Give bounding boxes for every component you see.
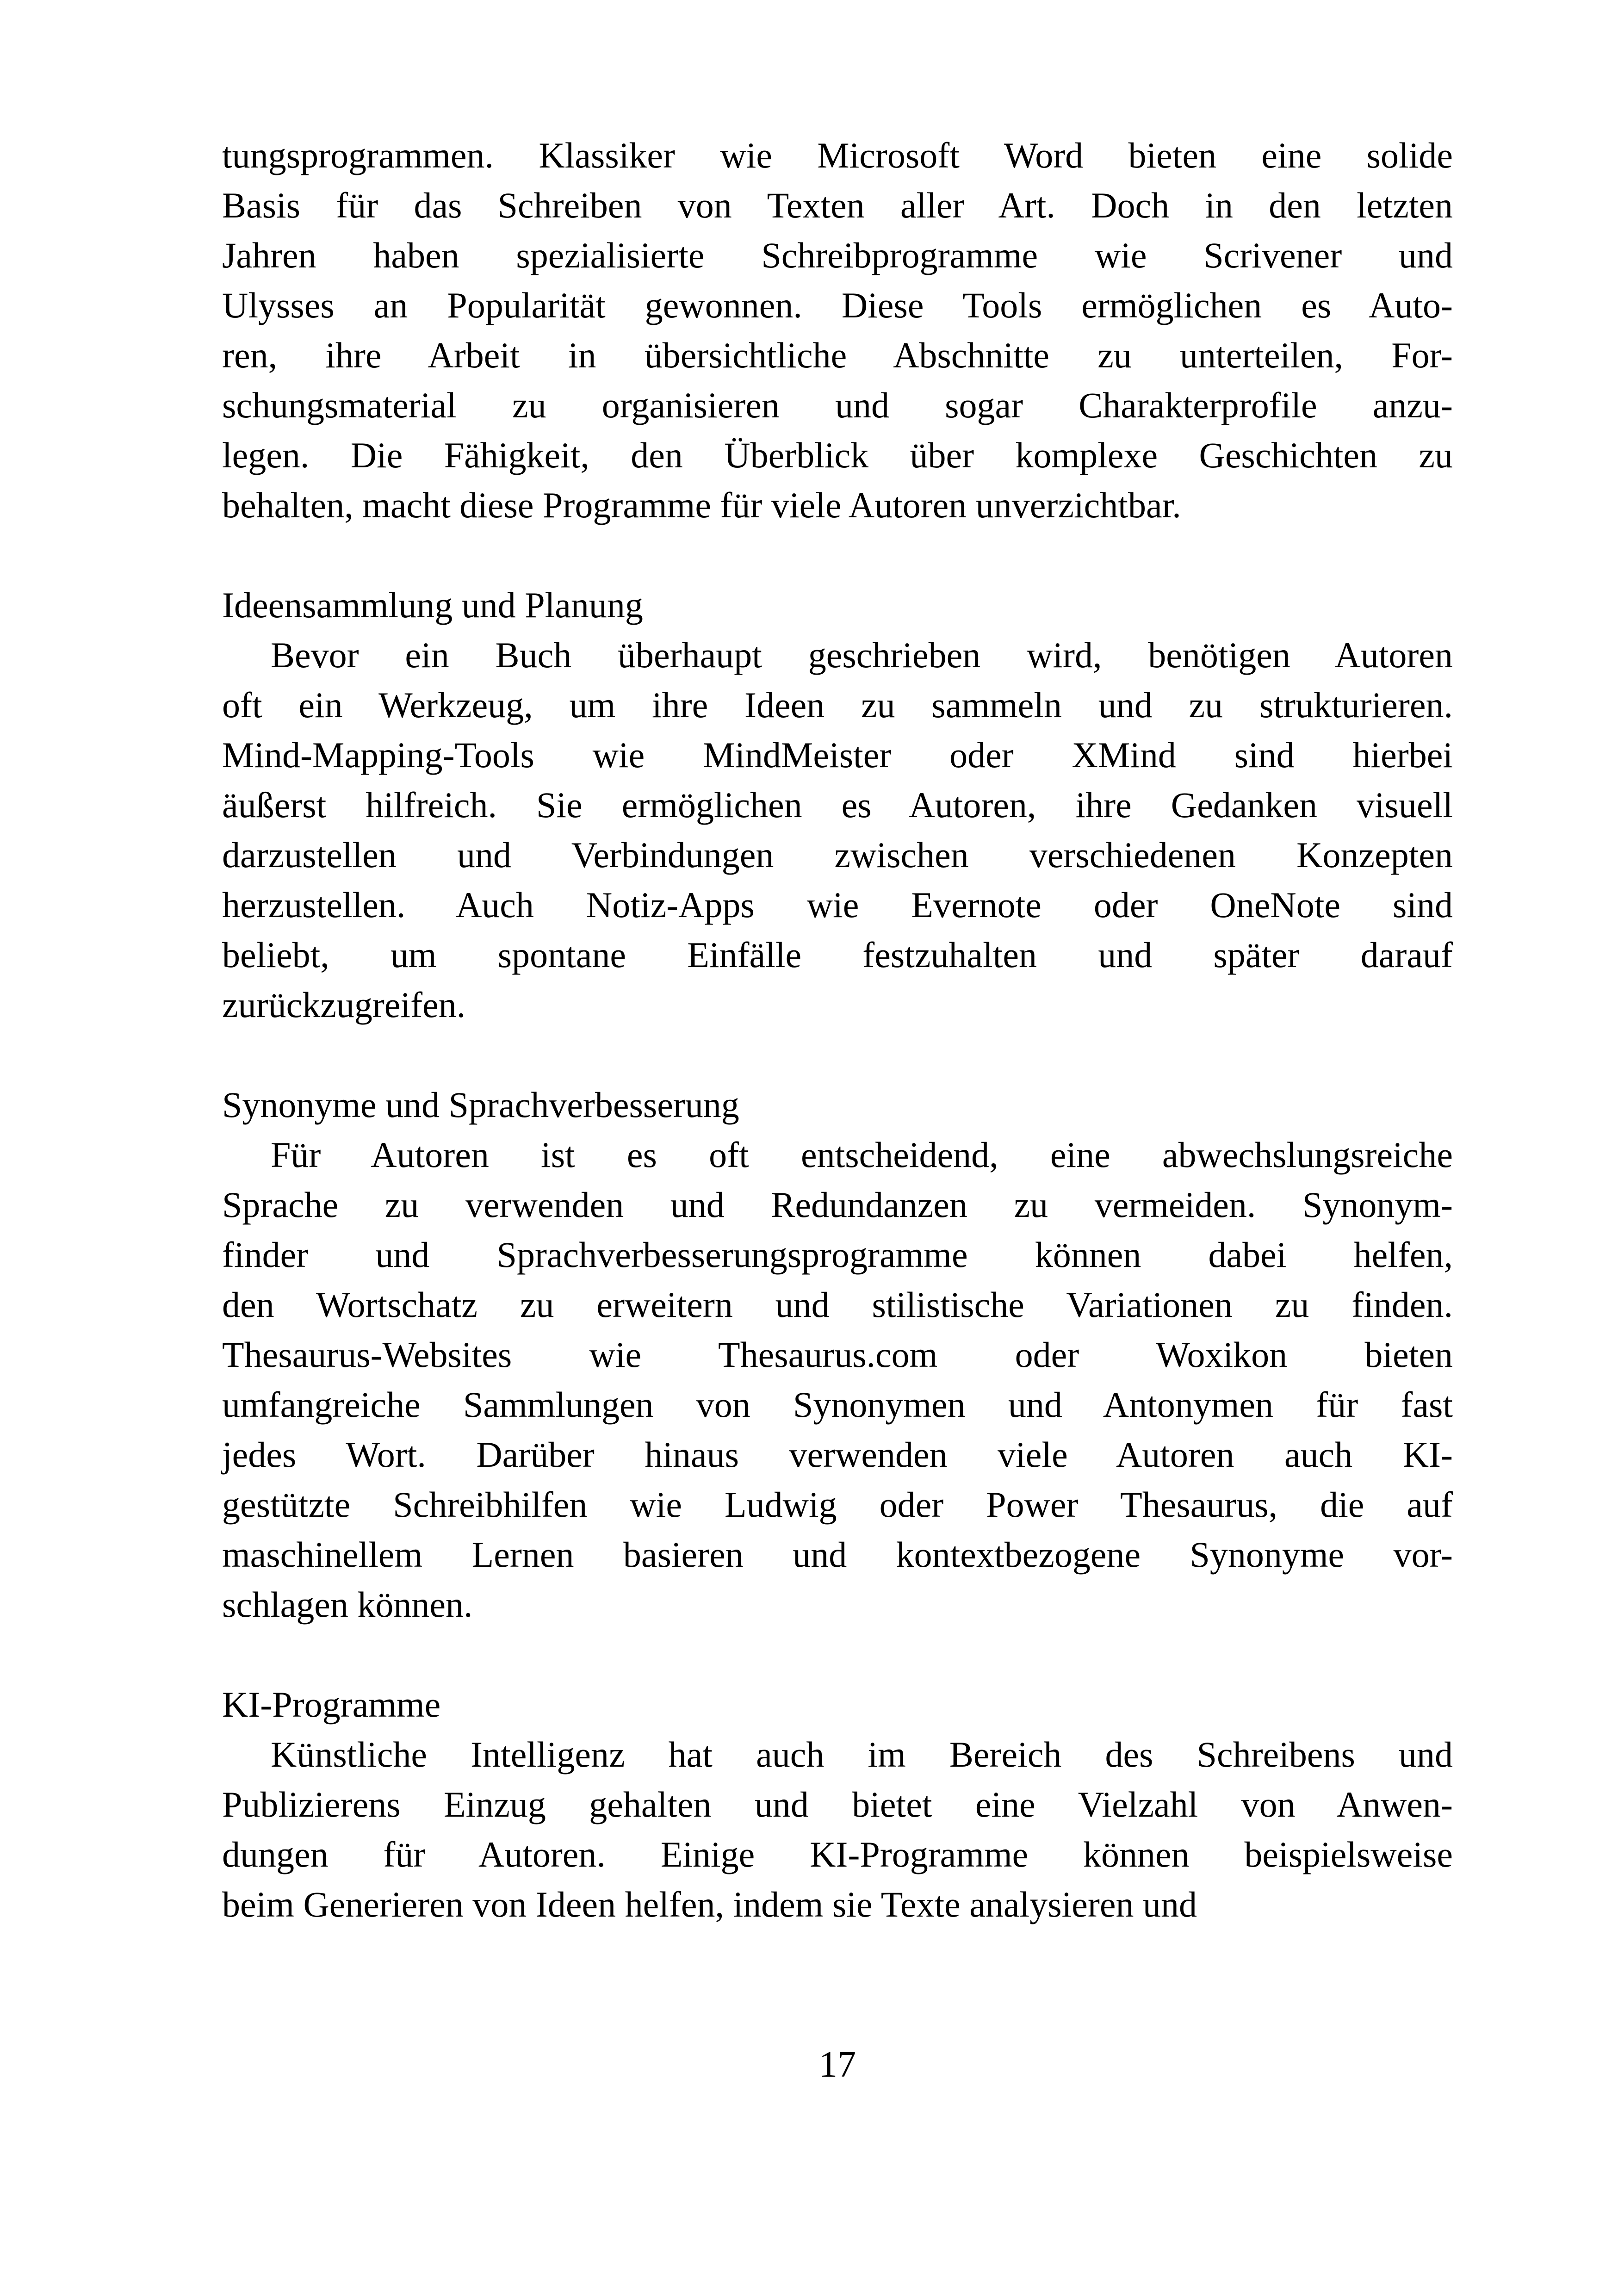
section-heading: Ideensammlung und Planung xyxy=(222,585,643,625)
text-line: schlagen können. xyxy=(222,1584,473,1625)
text-line: herzustellen. Auch Notiz-Apps wie Evernote oder OneNote sind xyxy=(222,885,1453,925)
text-line: behalten, macht diese Programme für viele Autoren unverzichtbar. xyxy=(222,485,1181,525)
text-line: Bevor ein Buch überhaupt geschrieben wird, benötigen Autoren xyxy=(271,635,1453,675)
text-line: finder und Sprachverbesserungsprogramme können dabei helfen, xyxy=(222,1235,1453,1275)
text-line: Publizierens Einzug gehalten und bietet eine Vielzahl von Anwen- xyxy=(222,1784,1453,1824)
text-line: umfangreiche Sammlungen von Synonymen und Antonymen für fast xyxy=(222,1384,1453,1425)
text-line: jedes Wort. Darüber hinaus verwenden viele Autoren auch KI- xyxy=(222,1434,1453,1475)
text-line: beliebt, um spontane Einfälle festzuhalten und später darauf xyxy=(222,935,1453,975)
text-line: zurückzugreifen. xyxy=(222,985,466,1025)
text-block xyxy=(222,130,1453,1930)
text-line: gestützte Schreibhilfen wie Ludwig oder Power Thesaurus, die auf xyxy=(222,1484,1453,1525)
text-line: Sprache zu verwenden und Redundanzen zu vermeiden. Synonym- xyxy=(222,1185,1453,1225)
text-line: äußerst hilfreich. Sie ermöglichen es Autoren, ihre Gedanken visuell xyxy=(222,785,1453,825)
text-line: ren, ihre Arbeit in übersichtliche Abschnitte zu unterteilen, For- xyxy=(222,335,1453,375)
text-line: maschinellem Lernen basieren und kontextbezogene Synonyme vor- xyxy=(222,1534,1453,1575)
text-line: darzustellen und Verbindungen zwischen verschiedenen Konzepten xyxy=(222,835,1453,875)
text-line: legen. Die Fähigkeit, den Überblick über komplexe Geschichten zu xyxy=(222,435,1453,475)
text-line: tungsprogrammen. Klassiker wie Microsoft Word bieten eine solide xyxy=(222,135,1453,175)
text-line: Für Autoren ist es oft entscheidend, eine abwechslungsreiche xyxy=(271,1135,1453,1175)
text-line: beim Generieren von Ideen helfen, indem sie Texte analysieren und xyxy=(222,1884,1197,1924)
text-line: Ulysses an Popularität gewonnen. Diese Tools ermöglichen es Auto- xyxy=(222,285,1453,325)
text-line: Jahren haben spezialisierte Schreibprogramme wie Scrivener und xyxy=(222,235,1453,275)
section-heading: Synonyme und Sprachverbesserung xyxy=(222,1085,739,1125)
text-line: Basis für das Schreiben von Texten aller Art. Doch in den letzten xyxy=(222,185,1453,225)
text-line: oft ein Werkzeug, um ihre Ideen zu sammeln und zu strukturieren. xyxy=(222,685,1453,725)
text-line: schungsmaterial zu organisieren und sogar Charakterprofile anzu- xyxy=(222,385,1453,425)
page-number: 17 xyxy=(819,2044,856,2085)
text-line: dungen für Autoren. Einige KI-Programme können beispielsweise xyxy=(222,1834,1453,1874)
section-heading: KI-Programme xyxy=(222,1684,441,1725)
text-line: Künstliche Intelligenz hat auch im Bereich des Schreibens und xyxy=(271,1734,1453,1775)
text-line: Thesaurus-Websites wie Thesaurus.com oder Woxikon bieten xyxy=(222,1334,1453,1375)
text-line: den Wortschatz zu erweitern und stilistische Variationen zu finden. xyxy=(222,1285,1453,1325)
text-line: Mind-Mapping-Tools wie MindMeister oder XMind sind hierbei xyxy=(222,735,1453,775)
